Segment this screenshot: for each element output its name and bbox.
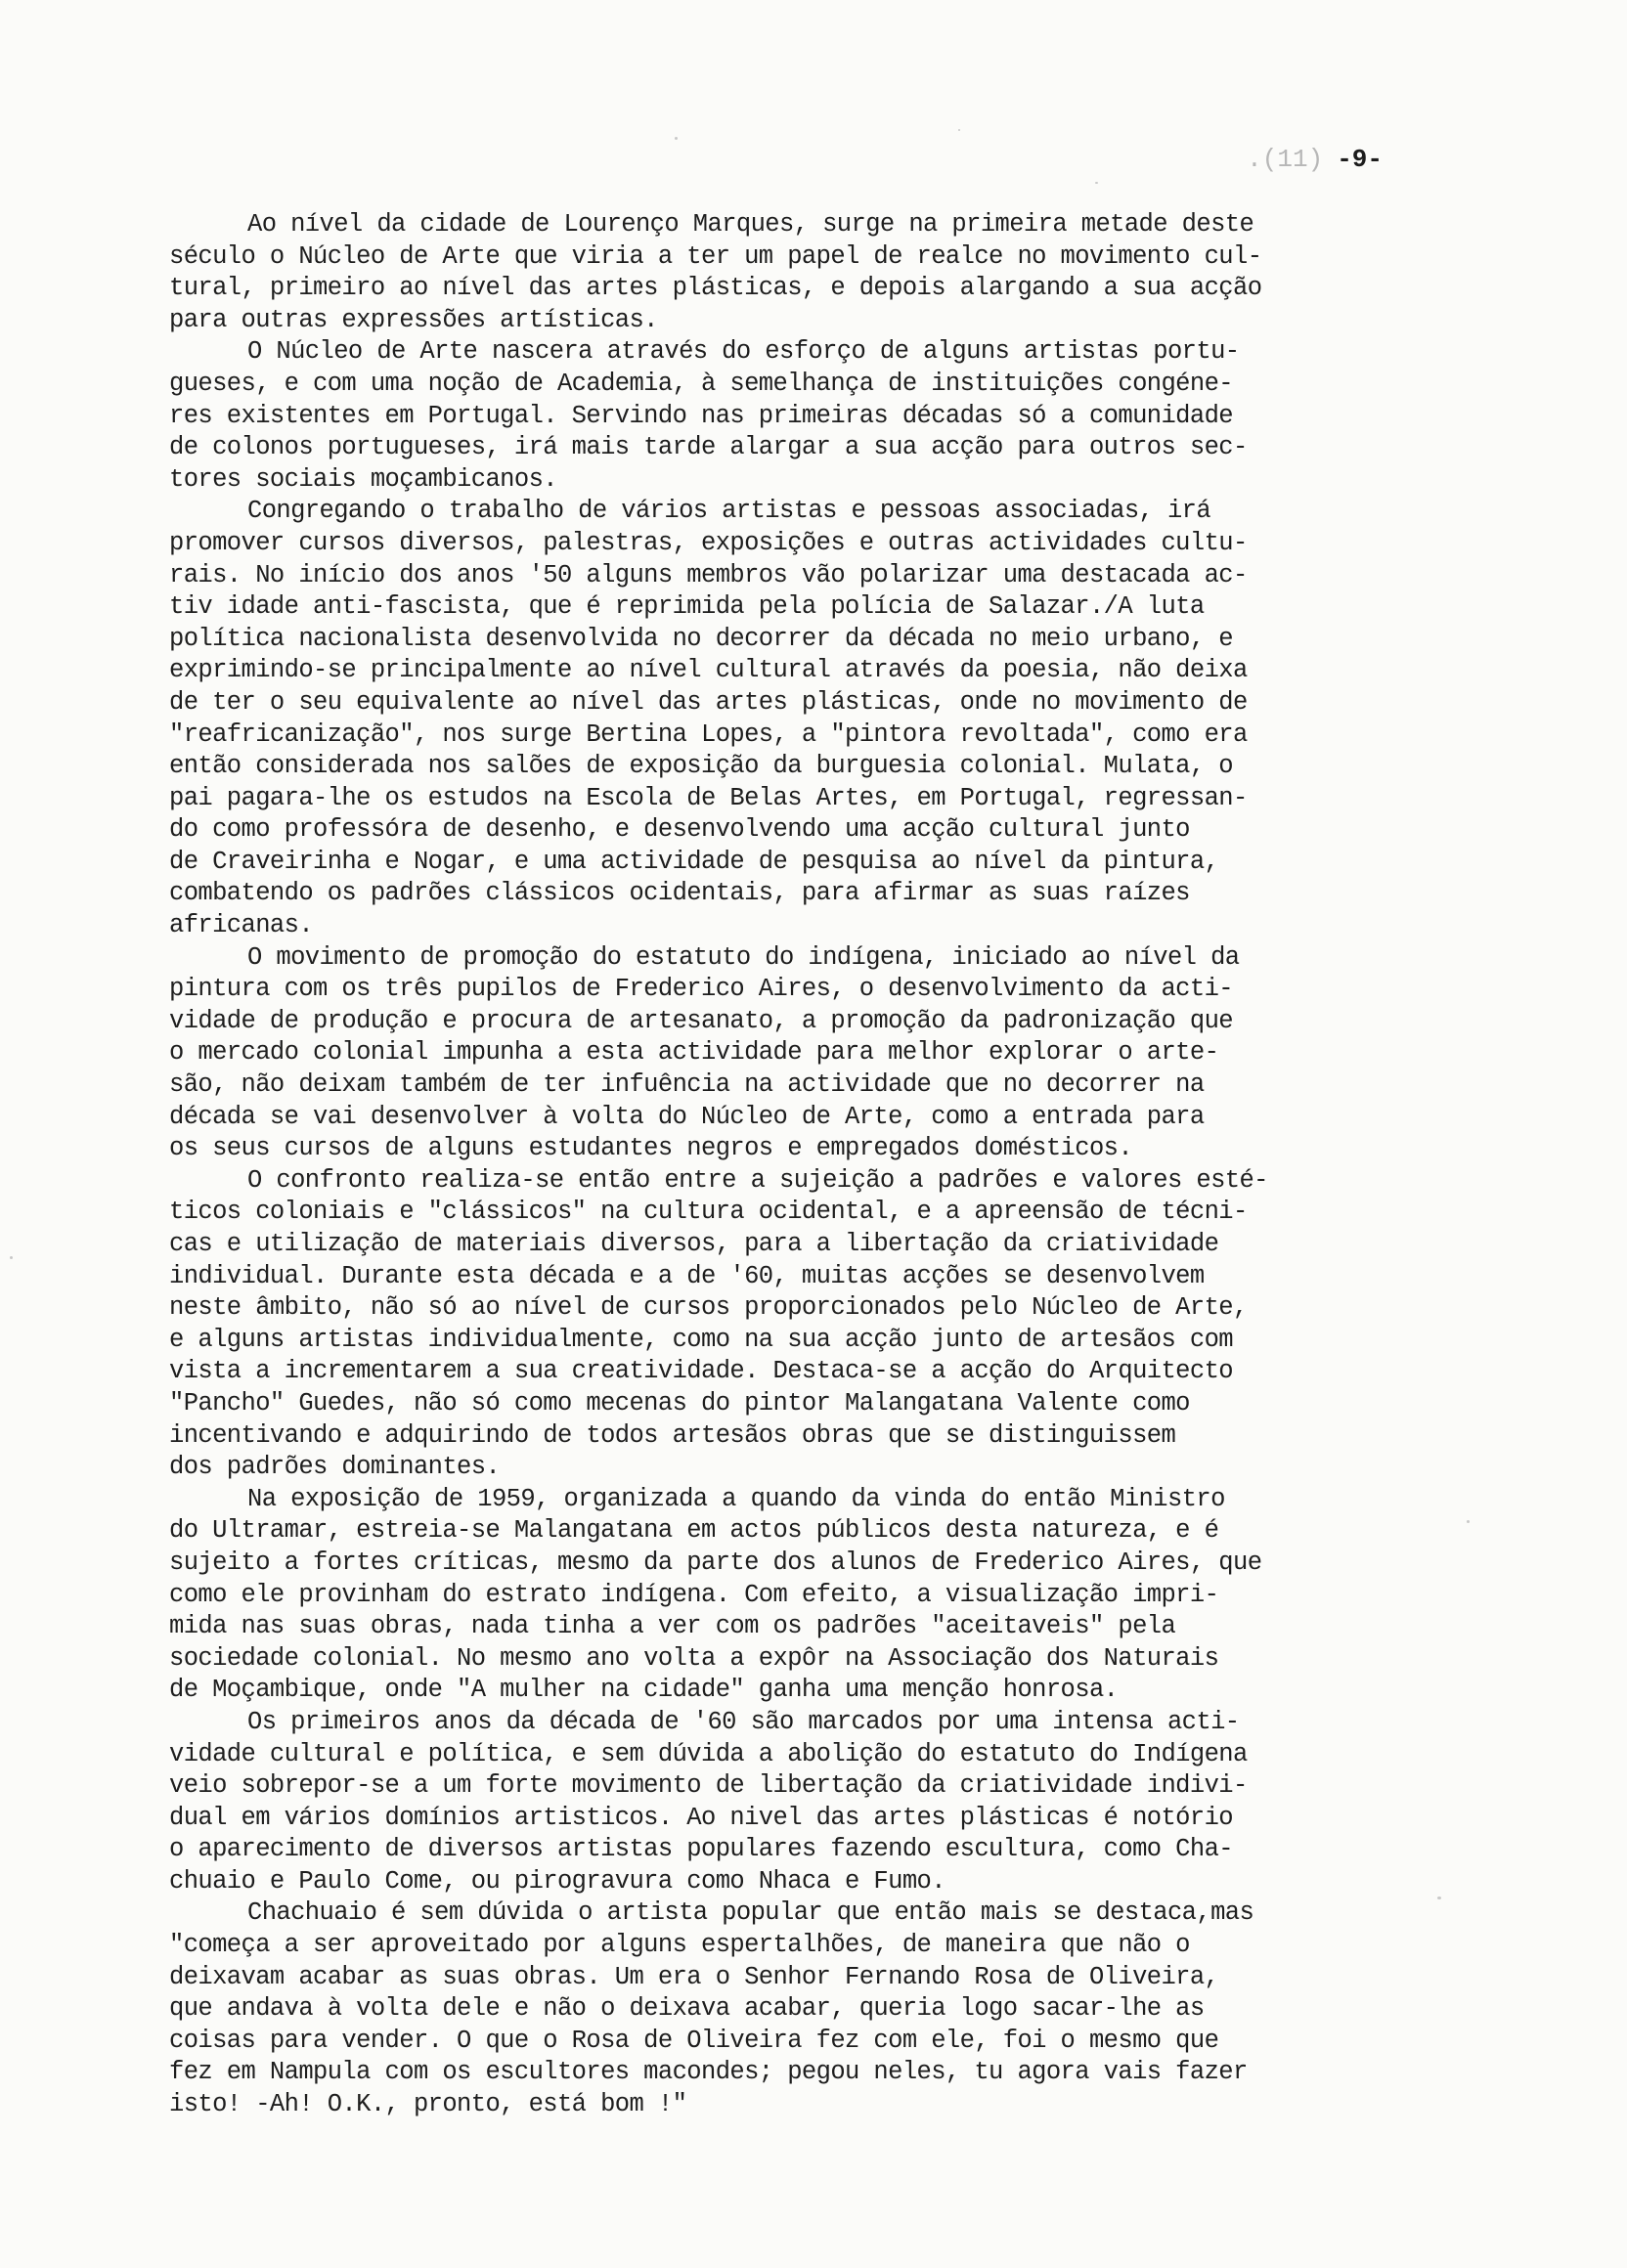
paragraph <box>169 1165 1440 1484</box>
text-line: O confronto realiza-se então entre a sujeição a padrões e valores esté- <box>247 1165 1268 1195</box>
text-line: de ter o seu equivalente ao nível das artes plásticas, onde no movimento de <box>169 687 1248 717</box>
text-line: pintura com os três pupilos de Frederico Aires, o desenvolvimento da acti- <box>169 975 1233 1004</box>
text-line: vidade de produção e procura de artesanato, a promoção da padronização que <box>169 1006 1233 1035</box>
scan-speck <box>1095 182 1098 184</box>
text-line: pai pagara-lhe os estudos na Escola de Belas Artes, em Portugal, regressan- <box>169 783 1248 812</box>
paragraph <box>169 942 1440 1165</box>
paragraph <box>169 1707 1440 1898</box>
text-line: Ao nível da cidade de Lourenço Marques, surge na primeira metade deste <box>247 210 1254 239</box>
text-line: vidade cultural e política, e sem dúvida a abolição do estatuto do Indígena <box>169 1739 1248 1768</box>
paragraph <box>169 1897 1440 2120</box>
text-line: res existentes em Portugal. Servindo nas primeiras décadas só a comunidade <box>169 401 1233 430</box>
text-line: incentivando e adquirindo de todos artesãos obras que se distinguissem <box>169 1420 1176 1450</box>
text-line: o aparecimento de diversos artistas populares fazendo escultura, como Cha- <box>169 1835 1233 1864</box>
text-line: ticos coloniais e "clássicos" na cultura ocidental, e a apreensão de técni- <box>169 1198 1248 1227</box>
text-line: deixavam acabar as suas obras. Um era o Senhor Fernando Rosa de Oliveira, <box>169 1962 1219 1991</box>
scan-speck <box>1467 1520 1470 1523</box>
page-header <box>1247 145 1383 174</box>
text-line: individual. Durante esta década e a de '60, muitas acções se desenvolvem <box>169 1261 1205 1290</box>
text-line: gueses, e com uma noção de Academia, à semelhança de instituições congéne- <box>169 369 1233 398</box>
paragraph <box>169 496 1440 941</box>
text-line: os seus cursos de alguns estudantes negros e empregados domésticos. <box>169 1134 1133 1163</box>
scan-speck <box>958 129 960 131</box>
text-line: do como professóra de desenho, e desenvolvendo uma acção cultural junto <box>169 815 1190 845</box>
text-line: Chachuaio é sem dúvida o artista popular que então mais se destaca,mas <box>247 1898 1254 1928</box>
text-line: promover cursos diversos, palestras, exposições e outras actividades cultu- <box>169 528 1248 557</box>
paragraph <box>169 209 1440 336</box>
text-line: dos padrões dominantes. <box>169 1453 501 1482</box>
text-line: de Moçambique, onde "A mulher na cidade" ganha uma menção honrosa. <box>169 1676 1119 1705</box>
text-line: política nacionalista desenvolvida no decorrer da década no meio urbano, e <box>169 624 1233 653</box>
text-line: cas e utilização de materiais diversos, para a libertação da criatividade <box>169 1230 1219 1258</box>
text-line: "reafricanização", nos surge Bertina Lopes, a "pintora revoltada", como era <box>169 720 1248 749</box>
text-line: Congregando o trabalho de vários artistas e pessoas associadas, irá <box>247 497 1211 526</box>
text-line: isto! -Ah! O.K., pronto, está bom !" <box>169 2090 687 2119</box>
text-line: "começa a ser aproveitado por alguns espertalhões, de maneira que não o <box>169 1931 1190 1960</box>
text-line: de Craveirinha e Nogar, e uma actividade de pesquisa ao nível da pintura, <box>169 847 1219 876</box>
text-line: tural, primeiro ao nível das artes plásticas, e depois alargando a sua acção <box>169 274 1262 303</box>
text-line: mida nas suas obras, nada tinha a ver com os padrões "aceitaveis" pela <box>169 1612 1176 1641</box>
text-line: e alguns artistas individualmente, como na sua acção junto de artesãos com <box>169 1325 1233 1354</box>
text-line: então considerada nos salões de exposição da burguesia colonial. Mulata, o <box>169 752 1233 781</box>
text-line: chuaio e Paulo Come, ou pirogravura como Nhaca e Fumo. <box>169 1866 945 1896</box>
text-line: exprimindo-se principalmente ao nível cultural através da poesia, não deixa <box>169 656 1248 685</box>
scan-speck <box>675 137 678 140</box>
text-line: africanas. <box>169 911 314 940</box>
scan-speck <box>10 1256 13 1259</box>
document-body <box>169 209 1440 2121</box>
text-line: do Ultramar, estreia-se Malangatana em actos públicos desta natureza, e é <box>169 1516 1219 1546</box>
text-line: tores sociais moçambicanos. <box>169 464 557 494</box>
text-line: Na exposição de 1959, organizada a quando da vinda do então Ministro <box>247 1484 1225 1513</box>
text-line: veio sobrepor-se a um forte movimento de libertação da criatividade indivi- <box>169 1771 1248 1801</box>
faint-page-mark: .(11) <box>1247 145 1324 174</box>
page-number: -9- <box>1337 145 1383 174</box>
text-line: tiv idade anti-fascista, que é reprimida pela polícia de Salazar./A luta <box>169 592 1205 622</box>
text-line: século o Núcleo de Arte que viria a ter um papel de realce no movimento cul- <box>169 241 1262 271</box>
text-line: coisas para vender. O que o Rosa de Oliveira fez com ele, foi o mesmo que <box>169 2026 1219 2055</box>
text-line: como ele provinham do estrato indígena. Com efeito, a visualização impri- <box>169 1580 1219 1609</box>
text-line: O movimento de promoção do estatuto do indígena, iniciado ao nível da <box>247 942 1240 972</box>
text-line: sujeito a fortes críticas, mesmo da parte dos alunos de Frederico Aires, que <box>169 1548 1262 1577</box>
text-line: neste âmbito, não só ao nível de cursos proporcionados pelo Núcleo de Arte, <box>169 1293 1248 1323</box>
text-line: dual em vários domínios artisticos. Ao nivel das artes plásticas é notório <box>169 1803 1233 1832</box>
text-line: Os primeiros anos da década de '60 são marcados por uma intensa acti- <box>247 1707 1240 1736</box>
text-line: década se vai desenvolver à volta do Núcleo de Arte, como a entrada para <box>169 1102 1205 1131</box>
text-line: que andava à volta dele e não o deixava acabar, queria logo sacar-lhe as <box>169 1994 1205 2024</box>
text-line: são, não deixam também de ter infuência na actividade que no decorrer na <box>169 1070 1205 1100</box>
text-line: O Núcleo de Arte nascera através do esforço de alguns artistas portu- <box>247 337 1240 367</box>
paragraph <box>169 336 1440 496</box>
text-line: para outras expressões artísticas. <box>169 305 658 334</box>
text-line: combatendo os padrões clássicos ocidentais, para afirmar as suas raízes <box>169 879 1190 908</box>
text-line: sociedade colonial. No mesmo ano volta a expôr na Associação dos Naturais <box>169 1643 1219 1673</box>
text-line: fez em Nampula com os escultores macondes; pegou neles, tu agora vais fazer <box>169 2058 1248 2087</box>
text-line: de colonos portugueses, irá mais tarde alargar a sua acção para outros sec- <box>169 433 1248 462</box>
text-line: o mercado colonial impunha a esta actividade para melhor explorar o arte- <box>169 1038 1219 1068</box>
text-line: "Pancho" Guedes, não só como mecenas do pintor Malangatana Valente como <box>169 1388 1190 1418</box>
text-line: rais. No início dos anos '50 alguns membros vão polarizar uma destacada ac- <box>169 560 1248 589</box>
text-line: vista a incrementarem a sua creatividade. Destaca-se a acção do Arquitecto <box>169 1357 1233 1386</box>
paragraph <box>169 1484 1440 1707</box>
